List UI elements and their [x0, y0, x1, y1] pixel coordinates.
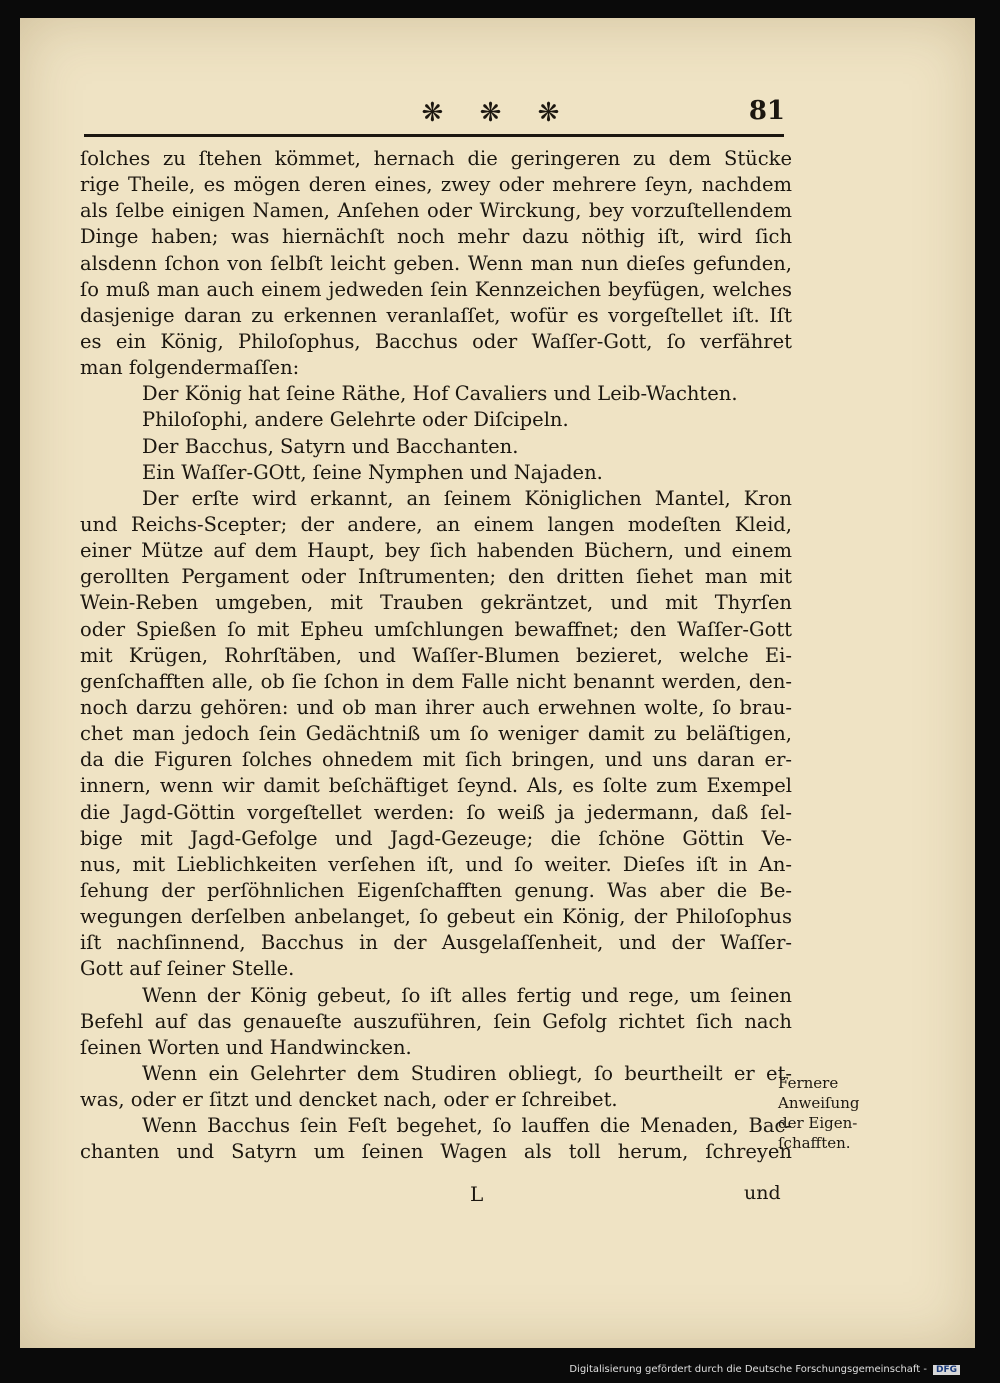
text-line: chanten und Satyrn um ſeinen Wagen als toll herum, ſchreyen: [80, 1140, 792, 1164]
text-line: innern, wenn wir damit beſchäftiget ſeynd. Als, es ſolte zum Exempel: [80, 774, 792, 798]
text-line: gerollten Pergament oder Inſtrumenten; den dritten ſiehet man mit: [80, 565, 792, 589]
text-line: Wenn Bacchus ſein Feſt begehet, ſo lauffen die Menaden, Bac-: [142, 1114, 792, 1138]
header-ornament: ❋ ❋ ❋: [421, 98, 574, 128]
digitization-footer: [569, 1364, 960, 1375]
dfg-logo: DFG: [933, 1365, 960, 1375]
text-line: Wenn ein Gelehrter dem Studiren obliegt, ſo beurtheilt er et-: [142, 1061, 792, 1085]
text-line: es ein König, Philoſophus, Bacchus oder Waſſer-Gott, ſo verfähret: [80, 329, 792, 353]
page-content: [20, 18, 975, 1348]
text-line: oder Spießen ſo mit Epheu umſchlungen bewaffnet; den Waſſer-Gott: [80, 617, 792, 641]
text-line: alsdenn ſchon von ſelbſt leicht geben. Wenn man nun dieſes gefunden,: [80, 251, 792, 275]
text-line: Wein-Reben umgeben, mit Trauben gekräntzet, und mit Thyrſen: [80, 591, 792, 615]
text-line: mit Krügen, Rohrſtäben, und Waſſer-Blumen bezieret, welche Ei-: [80, 643, 792, 667]
body-text: [80, 146, 792, 1165]
text-line: einer Mütze auf dem Haupt, bey ſich habenden Büchern, und einem: [80, 539, 792, 563]
text-line: man folgendermaſſen:: [80, 356, 300, 380]
catchword: und: [744, 1182, 781, 1204]
text-line: ſolches zu ſtehen kömmet, hernach die geringeren zu dem Stücke: [80, 147, 792, 170]
text-line: da die Figuren ſolches ohnedem mit ſich bringen, und uns daran er-: [80, 748, 792, 772]
text-line: bige mit Jagd-Gefolge und Jagd-Gezeuge; die ſchöne Göttin Ve-: [80, 826, 792, 850]
text-line: wegungen derſelben anbelanget, ſo gebeut ein König, der Philoſophus: [80, 905, 792, 929]
text-line: Philoſophi, andere Gelehrte oder Diſcipeln.: [142, 408, 569, 432]
text-line: ſo muß man auch einem jedweden ſein Kennzeichen beyfügen, welches: [80, 277, 792, 301]
header-rule: [84, 134, 784, 137]
text-line: Der erſte wird erkannt, an ſeinem Königlichen Mantel, Kron: [142, 486, 792, 510]
text-line: und Reichs-Scepter; der andere, an einem langen modeſten Kleid,: [80, 512, 792, 536]
text-line: ſeinen Worten und Handwincken.: [80, 1035, 412, 1059]
text-line: dasjenige daran zu erkennen veranlaſſet, wofür es vorgeſtellet iſt. Iſt: [80, 303, 792, 327]
text-line: Ein Waſſer-GOtt, ſeine Nymphen und Najaden.: [142, 460, 603, 484]
page-number: 81: [748, 96, 785, 126]
text-line: Befehl auf das genaueſte auszuführen, ſein Gefolg richtet ſich nach: [80, 1009, 792, 1033]
text-line: Gott auf ſeiner Stelle.: [80, 957, 295, 981]
text-line: Wenn der König gebeut, ſo iſt alles fertig und rege, um ſeinen: [142, 983, 792, 1007]
text-line: Der König hat ſeine Räthe, Hof Cavaliers und Leib-Wachten.: [142, 382, 738, 406]
text-line: Dinge haben; was hiernächſt noch mehr dazu nöthig iſt, wird ſich: [80, 225, 792, 249]
signature-mark: L: [470, 1182, 484, 1206]
text-line: was, oder er ſitzt und dencket nach, oder er ſchreibet.: [80, 1088, 618, 1112]
text-line: nus, mit Lieblichkeiten verſehen iſt, und ſo weiter. Dieſes iſt in An-: [80, 852, 792, 876]
text-line: iſt nachſinnend, Bacchus in der Ausgelaſſenheit, und der Waſſer-: [80, 931, 792, 955]
text-line: ſehung der perſöhnlichen Eigenſchafften genung. Was aber die Be-: [80, 878, 792, 902]
scanned-page: [20, 18, 975, 1348]
margin-note: Fernere Anweiſung der Eigen-ſchafften.: [778, 1074, 860, 1152]
text-line: genſchafften alle, ob ſie ſchon in dem Falle nicht benannt werden, den-: [80, 669, 792, 693]
text-line: chet man jedoch ſein Gedächtniß um ſo weniger damit zu beläſtigen,: [80, 722, 792, 746]
text-line: Der Bacchus, Satyrn und Bacchanten.: [142, 434, 519, 458]
text-line: noch darzu gehören: und ob man ihrer auch erwehnen wolte, ſo brau-: [80, 695, 792, 719]
text-line: rige Theile, es mögen deren eines, zwey oder mehrere ſeyn, nachdem: [80, 173, 792, 197]
text-line: die Jagd-Göttin vorgeſtellet werden: ſo weiß ja jedermann, daß ſel-: [80, 800, 792, 824]
text-line: als ſelbe einigen Namen, Anſehen oder Wirckung, bey vorzuſtellendem: [80, 199, 792, 223]
footer-credit: Digitalisierung gefördert durch die Deutsche Forschungsgemeinschaft -: [569, 1364, 927, 1375]
